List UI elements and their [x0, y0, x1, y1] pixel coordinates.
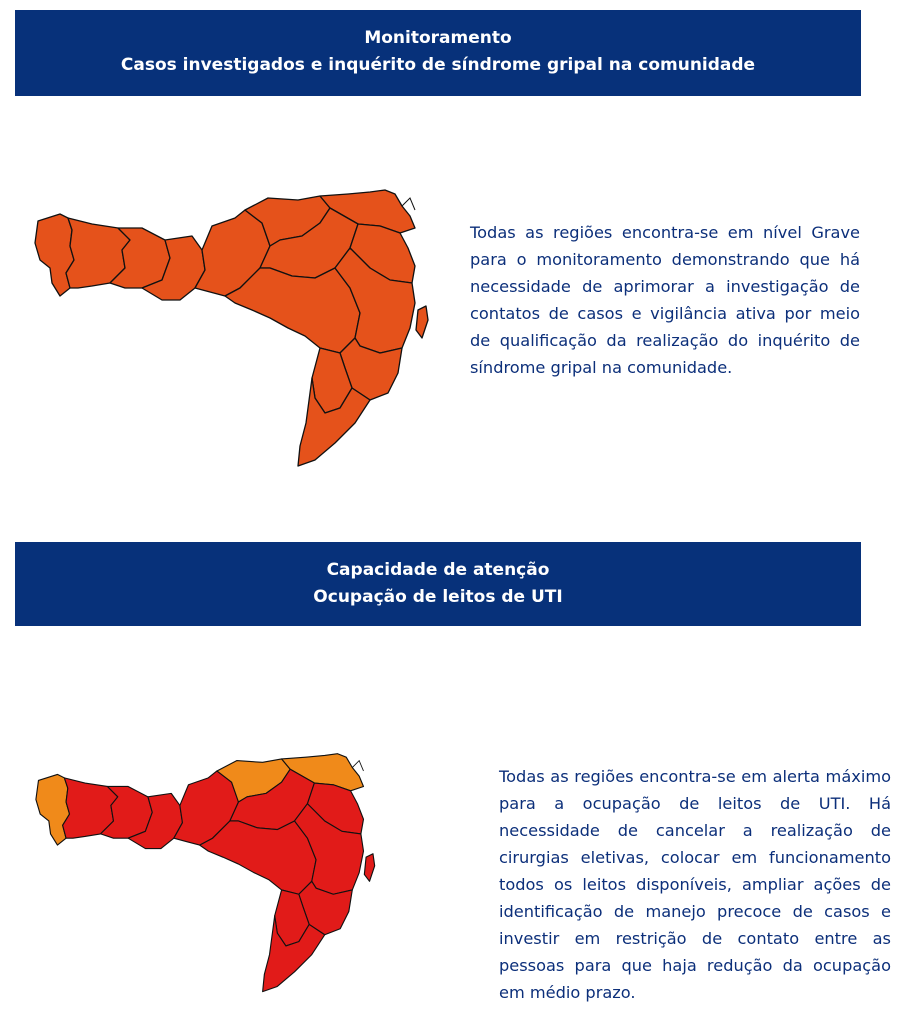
map-regions [36, 754, 375, 992]
region-extremo-oeste [35, 214, 74, 296]
section-description: Todas as regiões encontra-se em nível Grave para o monitoramento demonstrando que há necessidade de aprimorar a investigação de contatos de casos e vigilância ativa por meio de qualificação da realização do inquérito de síndrome gripal na comunidade. [470, 223, 860, 377]
region-ilha [364, 854, 374, 882]
santa-catarina-map-uti [28, 752, 380, 1002]
map-regions [35, 190, 428, 466]
section-subtitle: Casos investigados e inquérito de síndrome gripal na comunidade [120, 55, 756, 75]
section-banner-capacidade [15, 542, 861, 626]
region-extremo-oeste [36, 774, 70, 845]
region-ilha [416, 306, 428, 338]
santa-catarina-map-monitoramento [30, 188, 430, 478]
section-description: Todas as regiões encontra-se em alerta máximo para a ocupação de leitos de UTI. Há necessidade de cancelar a realização de cirurgias eletivas, colocar em funcionamento todos os leitos disponíveis, ampliar ações de identificação de manejo precoce de casos e investir em restrição de contato entre as pessoas para que haja redução da ocupação em médio prazo. [499, 767, 891, 1002]
section-banner-monitoramento [15, 10, 861, 96]
section-title: Monitoramento [364, 28, 512, 48]
section-subtitle: Ocupação de leitos de UTI [313, 587, 563, 607]
section-title: Capacidade de atenção [326, 560, 550, 580]
